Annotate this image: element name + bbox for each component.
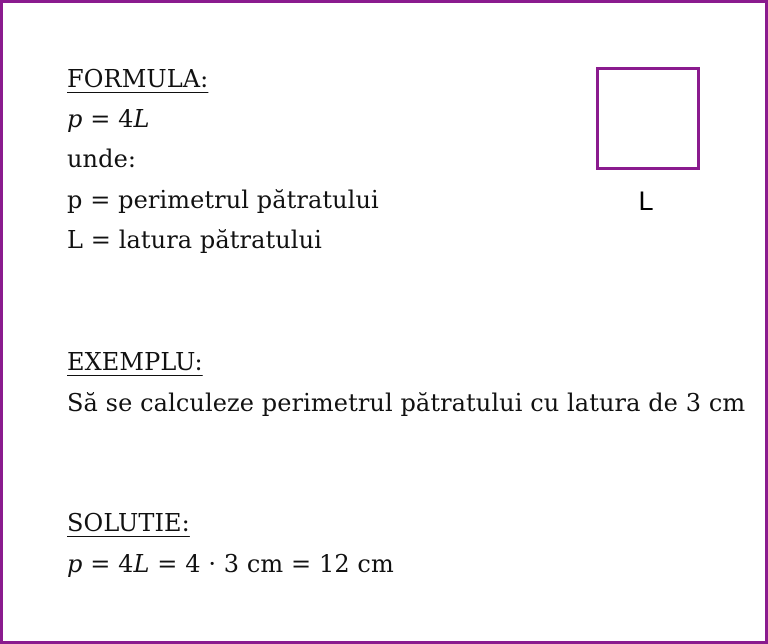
formula-equation: [67, 105, 150, 133]
exemplu-text: Să se calculeze perimetrul pătratului cu latura de 3 cm: [67, 389, 746, 417]
solutie-equals-four: = 4: [82, 550, 134, 578]
solutie-heading: SOLUTIE:: [67, 509, 190, 537]
formula-coefficient: 4: [118, 105, 134, 133]
solutie-equation: [67, 550, 394, 578]
definition-l: L = latura pătratului: [67, 226, 322, 254]
formula-var-p: p: [67, 105, 83, 133]
solutie-calculation: = 4 · 3 cm = 12 cm: [149, 550, 394, 578]
definition-p: p = perimetrul pătratului: [67, 186, 379, 214]
solutie-var-p: p: [67, 550, 83, 578]
formula-heading: FORMULA:: [67, 65, 209, 93]
formula-var-l: L: [133, 105, 150, 133]
formula-unde: unde:: [67, 145, 137, 173]
formula-equals: =: [82, 105, 119, 133]
square-side-label: L: [638, 186, 654, 216]
solutie-var-l: L: [133, 550, 150, 578]
square-diagram: [596, 67, 700, 170]
exemplu-heading: EXEMPLU:: [67, 348, 203, 376]
